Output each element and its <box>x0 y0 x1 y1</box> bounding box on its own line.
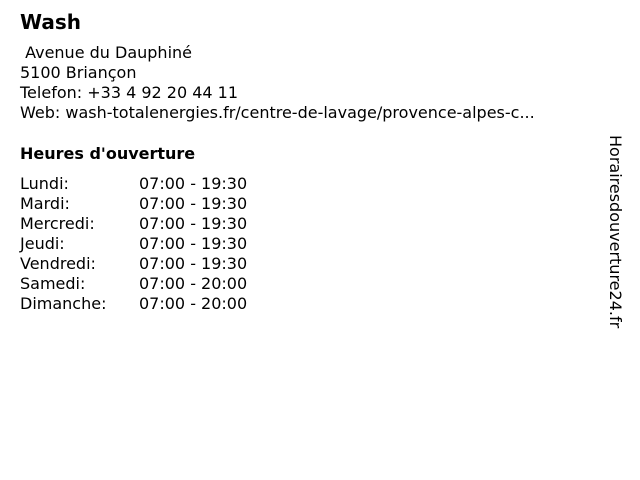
hours-row-thursday <box>20 234 280 254</box>
business-info <box>20 43 535 123</box>
phone-number: Telefon: +33 4 92 20 44 11 <box>20 83 239 102</box>
time-range: 07:00 - 19:30 <box>139 254 248 273</box>
website-link[interactable]: Web: wash-totalenergies.fr/centre-de-lavage/provence-alpes-c... <box>20 103 535 122</box>
day-label: Dimanche: <box>20 294 107 313</box>
hours-row-monday <box>20 174 280 194</box>
hours-row-friday <box>20 254 280 274</box>
address-street: Avenue du Dauphiné <box>20 43 192 62</box>
time-range: 07:00 - 19:30 <box>139 214 248 233</box>
hours-row-sunday <box>20 294 280 314</box>
time-range: 07:00 - 20:00 <box>139 294 248 313</box>
time-range: 07:00 - 19:30 <box>139 194 248 213</box>
hours-row-wednesday <box>20 214 280 234</box>
time-range: 07:00 - 19:30 <box>139 234 248 253</box>
address-city: 5100 Briançon <box>20 63 137 82</box>
hours-row-tuesday <box>20 194 280 214</box>
opening-hours-heading: Heures d'ouverture <box>20 144 196 163</box>
opening-hours-table <box>20 174 280 314</box>
business-name: Wash <box>20 10 81 34</box>
day-label: Vendredi: <box>20 254 96 273</box>
day-label: Lundi: <box>20 174 69 193</box>
day-label: Mercredi: <box>20 214 95 233</box>
time-range: 07:00 - 20:00 <box>139 274 248 293</box>
day-label: Jeudi: <box>20 234 65 253</box>
site-watermark: Horairesdouverture24.fr <box>606 135 625 329</box>
day-label: Mardi: <box>20 194 70 213</box>
day-label: Samedi: <box>20 274 86 293</box>
time-range: 07:00 - 19:30 <box>139 174 248 193</box>
hours-row-saturday <box>20 274 280 294</box>
